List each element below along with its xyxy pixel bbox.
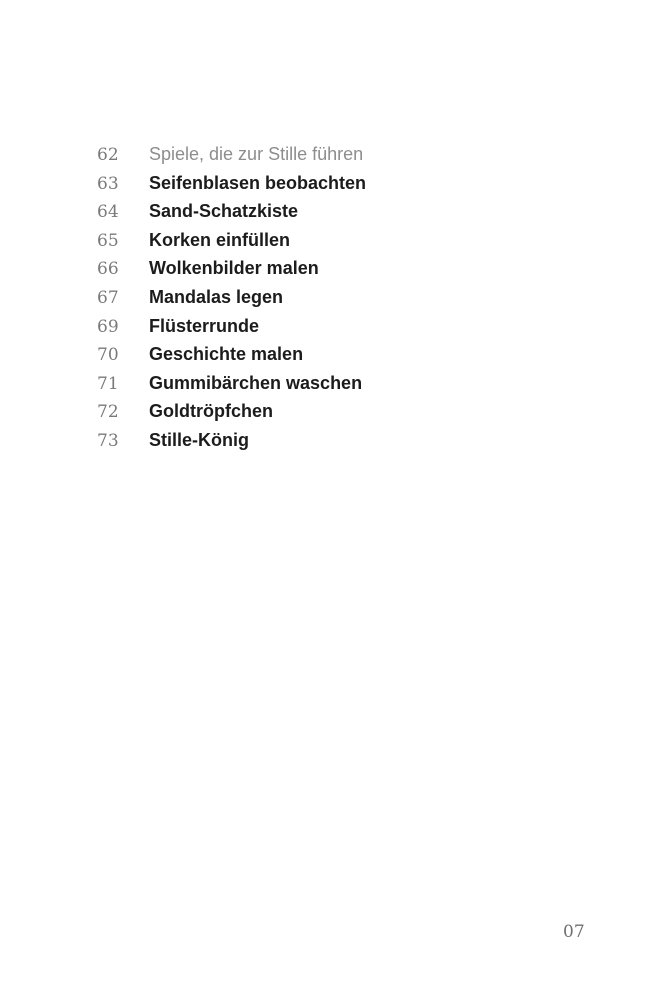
toc-page-number: 70 bbox=[97, 345, 119, 366]
toc-page-number: 65 bbox=[97, 230, 119, 251]
toc-entry-title: Geschichte malen bbox=[149, 344, 304, 365]
toc-entry bbox=[97, 312, 577, 341]
toc-entry-title: Wolkenbilder malen bbox=[149, 258, 319, 279]
toc-page-number: 73 bbox=[97, 430, 119, 451]
toc-entry bbox=[97, 340, 577, 369]
toc-entry bbox=[97, 397, 577, 426]
toc-page-number: 67 bbox=[97, 287, 119, 308]
toc-entry bbox=[97, 369, 577, 398]
toc-entry-title: Sand-Schatzkiste bbox=[149, 201, 299, 222]
toc-entry-title: Flüsterrunde bbox=[149, 315, 260, 336]
toc-entry-title: Seifenblasen beobachten bbox=[149, 172, 367, 193]
toc-page-number: 71 bbox=[97, 373, 119, 394]
toc-page-number: 63 bbox=[97, 173, 119, 194]
toc-section-title: Spiele, die zur Stille führen bbox=[149, 144, 364, 164]
footer-page-number: 07 bbox=[563, 922, 585, 942]
toc-entry-title: Mandalas legen bbox=[149, 286, 284, 307]
toc-entry-title: Goldtröpfchen bbox=[149, 401, 273, 422]
toc-entry-title: Gummibärchen waschen bbox=[149, 372, 363, 393]
toc-page-number: 72 bbox=[97, 402, 119, 423]
toc-section-heading bbox=[97, 140, 577, 169]
toc-entry bbox=[97, 254, 577, 283]
toc-entry-title: Korken einfüllen bbox=[149, 229, 291, 250]
toc-page-number: 66 bbox=[97, 259, 119, 280]
toc-entry bbox=[97, 426, 577, 455]
toc-page-number: 64 bbox=[97, 202, 119, 223]
toc-page-number: 62 bbox=[97, 145, 119, 165]
toc-entry bbox=[97, 283, 577, 312]
table-of-contents bbox=[97, 140, 577, 455]
toc-entry-title: Stille-König bbox=[149, 429, 249, 450]
toc-page-number: 69 bbox=[97, 316, 119, 337]
toc-entry bbox=[97, 169, 577, 198]
toc-entry bbox=[97, 197, 577, 226]
toc-entry bbox=[97, 226, 577, 255]
